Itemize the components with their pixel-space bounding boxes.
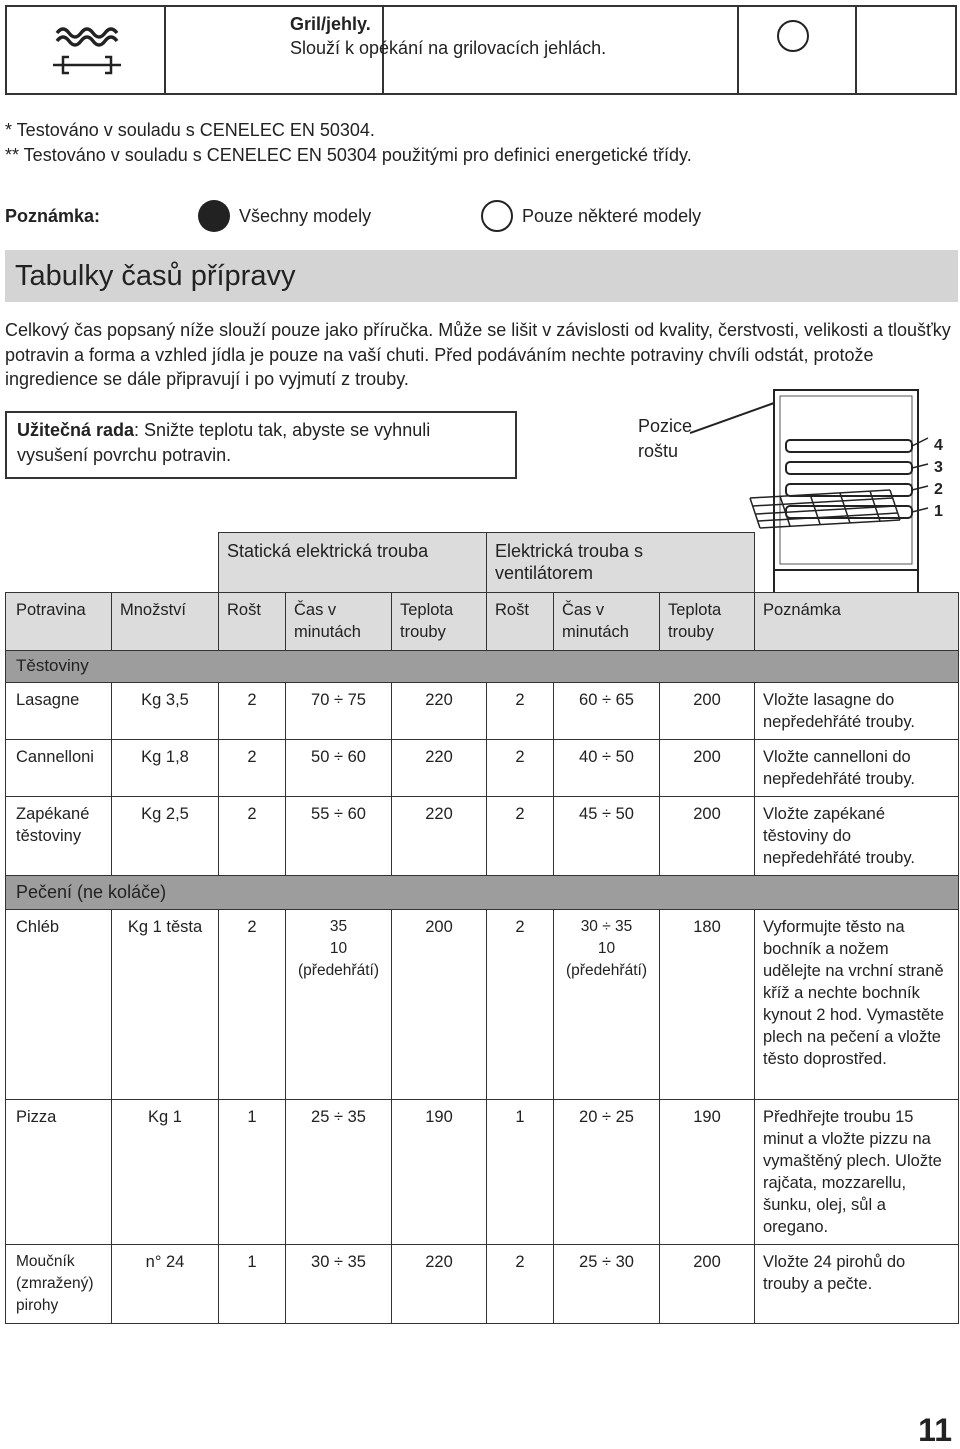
header-static-temp: Teplota trouby: [400, 601, 454, 641]
rack-position-label: [638, 414, 692, 464]
intro-paragraph: Celkový čas popsaný níže slouží pouze jako příručka. Může se lišit v závislosti od kvality, čerstvosti, velikosti a tloušťky potravin a forma a vzhled jídla je pouze na vaší chuti. Před podáváním nechte potraviny chvíli odstát, protože ingredience se dále připravují i po vyjmutí z trouby.: [5, 320, 951, 389]
table-row: [6, 1245, 959, 1324]
static-time: 35 10 (předehřátí): [298, 918, 379, 979]
legend-label: Poznámka:: [5, 206, 101, 226]
fan-time: 45 ÷ 50: [579, 805, 634, 823]
static-time: 30 ÷ 35: [311, 1253, 366, 1271]
quantity: n° 24: [145, 1253, 185, 1271]
fan-temp: 200: [693, 748, 721, 766]
grill-spit-icon: [7, 7, 164, 93]
fan-rack: 1: [515, 1108, 525, 1126]
static-temp: 220: [425, 1253, 453, 1271]
food-name: Moučník (zmražený) pirohy: [16, 1253, 94, 1314]
table-row: [6, 797, 959, 876]
table-row: [6, 1100, 959, 1245]
header-note: Poznámka: [763, 601, 841, 619]
tip-text: : Snižte teplotu tak, abyste se vyhnuli vysušení povrchu potravin.: [17, 420, 431, 465]
food-name: Cannelloni: [16, 748, 94, 766]
fan-temp: 200: [693, 691, 721, 709]
table-row: [6, 910, 959, 1100]
fan-time: 25 ÷ 30: [579, 1253, 634, 1271]
static-time: 25 ÷ 35: [311, 1108, 366, 1126]
legend-all-models: Všechny modely: [239, 206, 372, 226]
section-title-bar: [5, 250, 958, 302]
mode-availability-cell: [737, 7, 857, 93]
static-rack: 2: [247, 805, 257, 823]
static-temp: 220: [425, 805, 453, 823]
footnote-1: * Testováno v souladu s CENELEC EN 50304.: [5, 120, 375, 140]
header-quantity: Množství: [120, 601, 187, 619]
table-row: [6, 683, 959, 740]
fan-time: 20 ÷ 25: [579, 1108, 634, 1126]
mode-description: Slouží k opékání na grilovacích jehlách.: [290, 38, 607, 58]
header-static-time: Čas v minutách: [294, 601, 361, 641]
static-rack: 2: [247, 691, 257, 709]
static-time: 55 ÷ 60: [311, 805, 366, 823]
static-rack: 1: [247, 1253, 257, 1271]
quantity: Kg 1,8: [141, 748, 189, 766]
food-name: Chléb: [16, 918, 60, 936]
static-time: 50 ÷ 60: [311, 748, 366, 766]
food-name: Zapékané těstoviny: [16, 805, 90, 845]
quantity: Kg 2,5: [141, 805, 189, 823]
tip-box: [5, 411, 517, 479]
fan-time: 30 ÷ 35 10 (předehřátí): [566, 918, 647, 979]
fan-temp: 200: [693, 805, 721, 823]
fan-time: 60 ÷ 65: [579, 691, 634, 709]
fan-temp: 190: [693, 1108, 721, 1126]
mode-title: Gril/jehly.: [290, 14, 371, 34]
static-oven-header: Statická elektrická trouba: [227, 541, 429, 561]
fan-rack: 2: [515, 805, 525, 823]
header-fan-rack: Rošt: [495, 601, 529, 619]
static-temp: 220: [425, 691, 453, 709]
note: Vložte 24 pirohů do trouby a pečte.: [763, 1253, 906, 1293]
note: Vložte zapékané těstoviny do nepředehřáté trouby.: [763, 805, 915, 867]
rack-label-line1: Pozice: [638, 416, 693, 436]
header-fan-time: Čas v minutách: [562, 601, 629, 641]
mode-icon-cell: [7, 7, 166, 93]
note: Předhřejte troubu 15 minut a vložte pizzu na vymaštěný plech. Uložte rajčata, mozzarellu, šunku, olej, sůl a oregano.: [763, 1108, 942, 1236]
tip-label: Užitečná rada: [17, 420, 135, 440]
category-baking: Pečení (ne koláče): [16, 882, 167, 902]
rack-number-3: 3: [934, 459, 943, 476]
rack-number-2: 2: [934, 481, 943, 498]
fan-rack: 2: [515, 748, 525, 766]
static-rack: 2: [247, 748, 257, 766]
header-static-rack: Rošt: [227, 601, 261, 619]
header-food: Potravina: [16, 601, 86, 619]
quantity: Kg 3,5: [141, 691, 189, 709]
page-number: 11: [918, 1412, 952, 1448]
rack-number-1: 1: [934, 503, 943, 520]
fan-temp: 180: [693, 918, 721, 936]
static-temp: 200: [425, 918, 453, 936]
static-temp: 220: [425, 748, 453, 766]
static-oven-header-cell: [219, 533, 487, 593]
note: Vložte cannelloni do nepředehřáté trouby.: [763, 748, 915, 788]
quantity: Kg 1 těsta: [127, 918, 203, 936]
note: Vyformujte těsto na bochník a nožem udělejte na vrchní straně kříž a nechte bochník kynout 2 hod. Vymastěte plech na pečení a vložte těsto doprostřed.: [763, 918, 944, 1068]
category-pasta: Těstoviny: [16, 656, 89, 675]
static-rack: 2: [247, 918, 257, 936]
header-fan-temp: Teplota trouby: [668, 601, 722, 641]
quantity: Kg 1: [148, 1108, 182, 1126]
empty-circle-icon: [777, 20, 809, 52]
static-time: 70 ÷ 75: [311, 691, 366, 709]
fan-rack: 2: [515, 691, 525, 709]
fan-rack: 2: [515, 1253, 525, 1271]
empty-circle-icon: [481, 200, 513, 232]
filled-circle-icon: [198, 200, 230, 232]
rack-label-line2: roštu: [638, 441, 679, 461]
legend-some-models: Pouze některé modely: [522, 206, 702, 226]
fan-rack: 2: [515, 918, 525, 936]
footnote-2: ** Testováno v souladu s CENELEC EN 50304 použitými pro definici energetické třídy.: [5, 145, 692, 165]
food-name: Lasagne: [16, 691, 80, 709]
note: Vložte lasagne do nepředehřáté trouby.: [763, 691, 915, 731]
cooking-times-table: [5, 532, 959, 1324]
section-title: Tabulky časů přípravy: [15, 260, 296, 292]
fan-temp: 200: [693, 1253, 721, 1271]
static-temp: 190: [425, 1108, 453, 1126]
rack-number-4: 4: [934, 437, 943, 454]
fan-time: 40 ÷ 50: [579, 748, 634, 766]
table-row: [6, 740, 959, 797]
food-name: Pizza: [16, 1108, 57, 1126]
static-rack: 1: [247, 1108, 257, 1126]
fan-oven-header-cell: [487, 533, 755, 593]
fan-oven-header: Elektrická trouba s ventilátorem: [495, 541, 644, 583]
